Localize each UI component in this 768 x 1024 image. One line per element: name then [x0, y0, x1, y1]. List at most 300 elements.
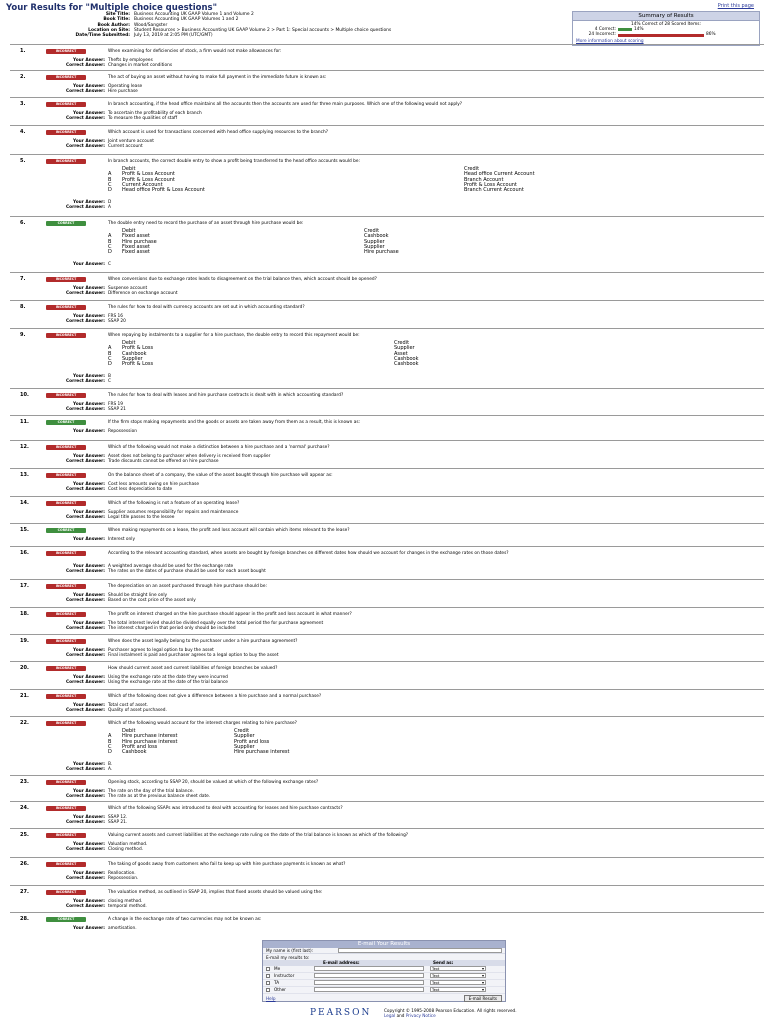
- your-answer-row: [40, 926, 137, 931]
- question-text: The valuation method, as outlined in SSAP 20, implies that fixed assets should be valued using the:: [108, 890, 323, 895]
- option-letter: B: [108, 238, 112, 245]
- your-answer-value: Should be straight line only: [108, 593, 168, 598]
- option-debit: Fixed asset: [122, 243, 150, 250]
- option-credit: Branch Current Account: [464, 187, 524, 194]
- question-number: 21.: [20, 693, 29, 699]
- option-letter: C: [108, 243, 112, 250]
- answer-block: [40, 200, 111, 210]
- question-item: [10, 415, 764, 440]
- email-results-form: [262, 940, 506, 1002]
- question-item: [10, 607, 764, 634]
- question-item: [10, 801, 764, 828]
- question-item: [10, 857, 764, 885]
- question-number: 10.: [20, 392, 29, 398]
- correct-answer-value: SSAP 20: [108, 319, 126, 325]
- correct-answer-row: [40, 291, 178, 296]
- your-answer-label: Your Answer:: [72, 815, 105, 820]
- correct-answer-label: Correct Answer:: [65, 626, 105, 632]
- your-answer-value: Purchaser agrees to legal option to buy the asset: [108, 648, 214, 653]
- your-answer-value: Total cost of asset.: [108, 703, 148, 708]
- option-credit: Head office Current Account: [464, 171, 535, 178]
- option-credit: Supplier: [364, 243, 385, 250]
- question-number: 14.: [20, 500, 29, 506]
- your-answer-label: Your Answer:: [72, 429, 105, 434]
- option-letter: C: [108, 181, 112, 188]
- recipient-checkbox[interactable]: [266, 988, 270, 992]
- your-answer-value: FRS 19: [108, 402, 124, 407]
- answer-block: [40, 510, 238, 520]
- your-answer-label: Your Answer:: [72, 314, 105, 319]
- correct-answer-label: Correct Answer:: [65, 708, 105, 714]
- your-answer-label: Your Answer:: [72, 261, 105, 267]
- correct-answer-label: Correct Answer:: [65, 63, 105, 69]
- question-item: [10, 885, 764, 912]
- question-item: [10, 828, 764, 857]
- question-item: [10, 300, 764, 328]
- incorrect-badge: INCORRECT: [46, 639, 86, 644]
- option-credit: Hire purchase interest: [234, 749, 290, 756]
- your-answer-value: Interest only: [108, 537, 136, 542]
- meta-value: Business Accounting UK GAAP Volume 1 and Volume 2: [134, 12, 254, 17]
- correct-answer-label: Correct Answer:: [65, 569, 105, 575]
- option-credit: Asset: [394, 350, 408, 357]
- option-letter: D: [108, 249, 112, 256]
- your-answer-label: Your Answer:: [72, 761, 105, 767]
- question-text: The act of buying an asset without having to make full payment in the immediate future is known as:: [108, 75, 327, 80]
- question-number: 26.: [20, 861, 29, 867]
- recipient-row: [263, 987, 505, 994]
- question-item: [10, 689, 764, 716]
- correct-answer-row: [40, 847, 147, 852]
- format-select[interactable]: Text ▾: [430, 973, 486, 978]
- email-results-button[interactable]: E-mail Results: [464, 995, 502, 1002]
- correct-answer-row: [40, 876, 138, 881]
- your-answer-value: Operating lease: [108, 84, 143, 89]
- correct-answer-value: Cost less depreciation to date: [108, 487, 173, 493]
- question-text: On the balance sheet of a company, the value of the asset bought through hire purchase will appear as:: [108, 473, 333, 478]
- question-item: [10, 272, 764, 300]
- recipient-name: Me: [274, 966, 281, 971]
- question-text: When making repayments on a lease, the profit and loss account will contain which items relevant to the lease?: [108, 528, 350, 533]
- correct-answer-row: [40, 767, 112, 772]
- option-debit: Current Account: [122, 181, 163, 188]
- your-answer-label: Your Answer:: [72, 871, 105, 876]
- correct-answer-value: A: [108, 204, 111, 210]
- incorrect-badge: INCORRECT: [46, 49, 86, 54]
- option-debit: Profit & Loss Account: [122, 176, 175, 183]
- your-answer-value: Using the exchange rate at the date they were incurred: [108, 675, 228, 680]
- meta-value: Wood/Sangster: [134, 22, 168, 28]
- answer-block: [40, 374, 111, 384]
- option-letter: A: [108, 171, 112, 178]
- question-text: Which of the following SSAPs was introduced to deal with accounting for leases and hire purchase contracts?: [108, 806, 343, 811]
- recipient-checkbox[interactable]: [266, 981, 270, 985]
- recipient-checkbox[interactable]: [266, 974, 270, 978]
- submission-meta: [24, 12, 564, 38]
- question-text: How should current asset and current liabilities of foreign branches be valued?: [108, 666, 278, 671]
- question-text: The depreciation on an asset purchased through hire purchase should be:: [108, 584, 267, 589]
- your-answer-label: Your Answer:: [72, 510, 105, 515]
- question-number: 23.: [20, 779, 29, 785]
- help-link[interactable]: Help: [266, 995, 276, 1001]
- scoring-info-link[interactable]: More information about scoring: [576, 38, 644, 44]
- answer-block: [40, 871, 138, 881]
- option-letter: A: [108, 733, 112, 740]
- incorrect-badge: INCORRECT: [46, 102, 86, 107]
- correct-answer-value: temporal method.: [108, 904, 147, 910]
- correct-answer-label: Correct Answer:: [65, 407, 105, 413]
- correct-answer-label: Correct Answer:: [65, 319, 105, 325]
- option-credit: Cashbook: [394, 361, 419, 368]
- format-select[interactable]: Text ▾: [430, 980, 486, 985]
- incorrect-badge: INCORRECT: [46, 694, 86, 699]
- your-answer-label: Your Answer:: [72, 899, 105, 904]
- answer-block: [40, 454, 270, 464]
- question-number: 13.: [20, 472, 29, 478]
- name-input[interactable]: [338, 948, 502, 953]
- your-answer-label: Your Answer:: [72, 789, 105, 794]
- recipient-row: [263, 980, 505, 987]
- question-item: [10, 328, 764, 388]
- your-answer-value: Reallocation.: [108, 871, 136, 876]
- answer-block: [40, 842, 147, 852]
- answer-block: [40, 139, 154, 149]
- your-answer-value: Cost less amounts owing on hire purchase: [108, 482, 199, 487]
- correct-answer-value: Changes in market conditions: [108, 63, 173, 69]
- copyright-text: Copyright © 1995-2008 Pearson Education. All rights reserved.: [384, 1008, 517, 1013]
- correct-answer-row: [40, 680, 228, 685]
- your-answer-value: B.: [108, 761, 113, 767]
- question-text: Which of the following would not make a distinction between a hire purchase and a 'normal' purchase?: [108, 445, 330, 450]
- question-text: The rules for how to deal with leases and hire purchase contracts is dealt with in which accounting standard?: [108, 393, 344, 398]
- recipient-row: [263, 973, 505, 980]
- question-item: [10, 546, 764, 579]
- correct-answer-value: Current account: [108, 144, 143, 150]
- correct-answer-row: [40, 626, 323, 631]
- recipient-email-input[interactable]: [314, 966, 424, 971]
- credit-header: Credit: [234, 728, 250, 734]
- your-answer-label: Your Answer:: [72, 84, 105, 89]
- incorrect-badge: INCORRECT: [46, 277, 86, 282]
- incorrect-badge: INCORRECT: [46, 501, 86, 506]
- meta-value: Student Resources > Business Accounting UK GAAP Volume 2 > Part 1: Special accounts > Multiple choice questions: [134, 27, 392, 33]
- your-answer-label: Your Answer:: [72, 537, 105, 542]
- answer-block: [40, 675, 228, 685]
- question-text: When repaying by instalments to a supplier for a hire purchase, the double entry to record this repayment would be:: [108, 333, 360, 338]
- correct-answer-row: [40, 794, 210, 799]
- legal-link[interactable]: Legal: [384, 1013, 396, 1018]
- correct-answer-value: Repossession.: [108, 876, 139, 882]
- your-answer-value: A weighted average should be used for the exchange rate: [108, 564, 234, 569]
- correct-badge: CORRECT: [46, 917, 86, 922]
- answer-block: [40, 262, 111, 267]
- option-debit: Cashbook: [122, 749, 147, 756]
- summary-panel: [572, 11, 760, 46]
- summary-incorrect-label: 24 Incorrect:: [588, 32, 616, 38]
- correct-answer-label: Correct Answer:: [65, 904, 105, 910]
- incorrect-badge: INCORRECT: [46, 159, 86, 164]
- question-number: 2.: [20, 74, 26, 80]
- your-answer-label: Your Answer:: [72, 926, 105, 931]
- correct-answer-row: [40, 205, 111, 210]
- recipient-checkbox[interactable]: [266, 967, 270, 971]
- recipient-email-input[interactable]: [314, 980, 424, 985]
- question-number: 25.: [20, 832, 29, 838]
- question-text: When does the asset legally belong to the purchaser under a hire purchase agreement?: [108, 639, 298, 644]
- answer-block: [40, 564, 266, 574]
- recipient-email-input[interactable]: [314, 987, 424, 992]
- answer-block: [40, 815, 127, 825]
- correct-answer-value: Final instalment is paid and purchaser agrees to a legal option to buy the asset: [108, 653, 279, 659]
- results-to-label: E-mail my results to:: [266, 954, 310, 960]
- your-answer-value: Valuation method.: [108, 842, 148, 847]
- correct-answer-value: To measure the qualities of staff: [108, 116, 178, 122]
- correct-answer-label: Correct Answer:: [65, 204, 105, 210]
- question-number: 20.: [20, 665, 29, 671]
- format-select[interactable]: Text ▾: [430, 987, 486, 992]
- debit-header: Debit: [122, 728, 136, 734]
- your-answer-row: [40, 262, 111, 267]
- incorrect-badge: INCORRECT: [46, 584, 86, 589]
- page-title: Your Results for "Multiple choice questions": [6, 3, 217, 13]
- option-debit: Profit & Loss: [122, 345, 154, 352]
- question-number: 24.: [20, 805, 29, 811]
- question-text: If the firm stops making repayments and the goods or assets are taken away from them as a result, this is known as:: [108, 420, 361, 425]
- your-answer-label: Your Answer:: [72, 286, 105, 291]
- your-answer-label: Your Answer:: [72, 703, 105, 708]
- answer-block: [40, 621, 323, 631]
- question-item: [10, 125, 764, 154]
- option-credit: Hire purchase: [364, 249, 399, 256]
- incorrect-badge: INCORRECT: [46, 75, 86, 80]
- incorrect-badge: INCORRECT: [46, 305, 86, 310]
- question-text: In branch accounts, the correct double entry to show a profit being transferred to the head office accounts would be:: [108, 159, 360, 164]
- question-text: Opening stock, according to SSAP 20, should be valued at which of the following exchange rates?: [108, 780, 319, 785]
- incorrect-badge: INCORRECT: [46, 666, 86, 671]
- your-answer-value: The total interest levied should be divided equally over the total period the for purchase agreement: [108, 621, 324, 626]
- correct-answer-label: Correct Answer:: [65, 876, 105, 882]
- question-item: [10, 634, 764, 661]
- question-item: [10, 70, 764, 97]
- your-answer-label: Your Answer:: [72, 648, 105, 653]
- option-letter: B: [108, 738, 112, 745]
- question-text: The double entry need to record the purchase of an asset through hire purchase would be:: [108, 221, 304, 226]
- question-text: The rules for how to deal with currency accounts are set out in which accounting standard?: [108, 305, 305, 310]
- debit-header: Debit: [122, 340, 136, 346]
- recipient-name: TA: [274, 980, 280, 985]
- address-column-header: E-mail address:: [323, 960, 360, 965]
- correct-answer-value: Quality of asset purchased.: [108, 708, 167, 714]
- option-debit: Cashbook: [122, 350, 147, 357]
- correct-answer-value: SSAP 21.: [108, 820, 128, 826]
- question-item: [10, 523, 764, 546]
- correct-answer-value: Using the exchange rate at the date of the trial balance: [108, 680, 228, 686]
- option-debit: Profit and loss: [122, 743, 158, 750]
- meta-value: Business Accounting UK GAAP Volumes 1 and 2: [134, 17, 239, 23]
- answer-block: [40, 899, 147, 909]
- option-credit: Supplier: [234, 743, 255, 750]
- correct-answer-row: [40, 144, 154, 149]
- question-text: A change in the exchange rate of two currencies may not be known as:: [108, 917, 262, 922]
- options-table: [108, 229, 728, 255]
- your-answer-label: Your Answer:: [72, 564, 105, 569]
- option-letter: C: [108, 743, 112, 750]
- question-text: When examining for deficiencies of stock, a firm would not make allowances for:: [108, 49, 282, 54]
- question-text: Which of the following does not give a difference between a hire purchase and a normal purchase?: [108, 694, 322, 699]
- privacy-link[interactable]: Privacy Notice: [405, 1013, 436, 1018]
- question-number: 4.: [20, 129, 26, 135]
- correct-answer-row: [40, 904, 147, 909]
- option-credit: Cashbook: [394, 355, 419, 362]
- correct-answer-label: Correct Answer:: [65, 116, 105, 122]
- question-number: 17.: [20, 583, 29, 589]
- your-answer-label: Your Answer:: [72, 58, 105, 63]
- incorrect-badge: INCORRECT: [46, 833, 86, 838]
- answer-block: [40, 789, 210, 799]
- your-answer-value: SSAP 12.: [108, 815, 128, 820]
- question-number: 16.: [20, 550, 29, 556]
- options-table: [108, 167, 728, 193]
- your-answer-value: The rate on the day of the trial balance.: [108, 789, 194, 794]
- question-text: The taking of goods away from customers who fail to keep up with hire purchase payments is known as what?: [108, 862, 346, 867]
- question-number: 9.: [20, 332, 26, 338]
- option-credit: Cashbook: [364, 233, 389, 240]
- options-table: [108, 729, 728, 755]
- correct-answer-value: The rates on the dates of purchase should be used for each asset bought: [108, 569, 266, 575]
- correct-answer-value: Legal title passes to the lessee: [108, 515, 175, 521]
- answer-block: [40, 58, 172, 68]
- your-answer-label: Your Answer:: [72, 454, 105, 459]
- your-answer-value: B: [108, 373, 111, 379]
- option-row: [108, 750, 728, 755]
- correct-answer-label: Correct Answer:: [65, 487, 105, 493]
- your-answer-value: C: [108, 261, 112, 267]
- question-number: 18.: [20, 611, 29, 617]
- correct-answer-label: Correct Answer:: [65, 144, 105, 150]
- your-answer-label: Your Answer:: [72, 621, 105, 626]
- your-answer-value: Asset does not belong to purchaser when delivery is received from supplier: [108, 454, 271, 459]
- meta-value: July 13, 2019 at 2:05 PM (UTC/GMT): [134, 33, 213, 39]
- print-link[interactable]: Print this page: [717, 3, 754, 9]
- your-answer-value: closing method.: [108, 899, 143, 904]
- question-text: Which of the following would account for the interest charges relating to hire purchase?: [108, 721, 297, 726]
- incorrect-badge: INCORRECT: [46, 721, 86, 726]
- question-number: 3.: [20, 101, 26, 107]
- meta-key: Book Title:: [103, 17, 130, 23]
- correct-answer-row: [40, 89, 142, 94]
- recipient-name: Other: [274, 987, 286, 992]
- answer-block: [40, 593, 196, 603]
- option-row: [108, 362, 728, 367]
- option-debit: Fixed asset: [122, 233, 150, 240]
- option-debit: Supplier: [122, 355, 143, 362]
- question-item: [10, 154, 764, 216]
- summary-correct-label: 4 Correct:: [594, 27, 616, 33]
- question-text: When conversions due to exchange rates leads to disagreement on the trial balance then, which account should be opened?: [108, 277, 377, 282]
- correct-answer-label: Correct Answer:: [65, 89, 105, 95]
- option-row: [108, 188, 728, 193]
- correct-answer-label: Correct Answer:: [65, 794, 105, 800]
- your-answer-value: Repossession: [108, 429, 137, 434]
- answer-block: [40, 402, 126, 412]
- correct-answer-label: Correct Answer:: [65, 820, 105, 826]
- answer-block: [40, 429, 137, 434]
- answer-block: [40, 286, 178, 296]
- recipient-name: Instructor: [274, 973, 295, 978]
- your-answer-label: Your Answer:: [72, 402, 105, 407]
- correct-answer-row: [40, 515, 238, 520]
- incorrect-badge: INCORRECT: [46, 333, 86, 338]
- pearson-logo: PEARSON: [310, 1008, 372, 1018]
- question-number: 19.: [20, 638, 29, 644]
- question-text: Which account is used for transactions concerned with head office supplying resources to the branch?: [108, 130, 329, 135]
- your-answer-label: Your Answer:: [72, 199, 105, 205]
- answer-block: [40, 926, 137, 931]
- correct-answer-row: [40, 569, 266, 574]
- recipient-email-input[interactable]: [314, 973, 424, 978]
- option-letter: B: [108, 350, 112, 357]
- question-number: 5.: [20, 158, 26, 164]
- format-select[interactable]: Text ▾: [430, 966, 486, 971]
- your-answer-label: Your Answer:: [72, 111, 105, 116]
- summary-title: Summary of Results: [573, 12, 759, 21]
- question-number: 28.: [20, 916, 29, 922]
- question-text: In branch accounting, if the head office maintains all the accounts then the accounts are used for three main purposes. Which one of the following would not apply?: [108, 102, 463, 107]
- question-item: [10, 661, 764, 689]
- correct-badge: CORRECT: [46, 420, 86, 425]
- correct-answer-label: Correct Answer:: [65, 766, 105, 772]
- incorrect-badge: INCORRECT: [46, 890, 86, 895]
- answer-block: [40, 84, 142, 94]
- question-text: The profit on interest charged on the hire purchase should appear in the profit and loss account in what manner?: [108, 612, 352, 617]
- answer-block: [40, 648, 279, 658]
- correct-answer-value: C: [108, 378, 112, 384]
- format-column-header: Send as:: [433, 960, 454, 965]
- correct-answer-row: [40, 116, 202, 121]
- email-title: E-mail Your Results: [263, 941, 505, 948]
- your-answer-value: Supplier assumes responsibility for repairs and maintenance: [108, 510, 239, 515]
- summary-incorrect-pct: 86%: [706, 32, 716, 38]
- correct-answer-label: Correct Answer:: [65, 378, 105, 384]
- your-answer-value: Joint venture account: [108, 139, 154, 144]
- correct-answer-value: Trade discounts cannot be offered on hire purchase: [108, 459, 219, 465]
- your-answer-row: [40, 429, 137, 434]
- option-debit: Profit & Loss Account: [122, 171, 175, 178]
- question-number: 6.: [20, 220, 26, 226]
- credit-header: Credit: [464, 166, 480, 172]
- meta-key: Date/Time Submitted:: [75, 33, 130, 39]
- answer-block: [40, 703, 167, 713]
- question-item: [10, 912, 764, 938]
- correct-answer-row: [40, 459, 270, 464]
- incorrect-badge: INCORRECT: [46, 551, 86, 556]
- option-credit: Profit and loss: [234, 738, 270, 745]
- question-item: [10, 216, 764, 272]
- credit-header: Credit: [364, 228, 380, 234]
- correct-answer-row: [40, 319, 126, 324]
- meta-key: Site Title:: [105, 12, 130, 17]
- question-number: 11.: [20, 419, 29, 425]
- incorrect-bar: [618, 34, 704, 37]
- your-answer-label: Your Answer:: [72, 842, 105, 847]
- correct-answer-row: [40, 653, 279, 658]
- option-letter: A: [108, 233, 112, 240]
- option-debit: Fixed asset: [122, 249, 150, 256]
- option-credit: Branch Account: [464, 176, 504, 183]
- incorrect-badge: INCORRECT: [46, 612, 86, 617]
- question-item: [10, 97, 764, 125]
- your-answer-row: [40, 537, 135, 542]
